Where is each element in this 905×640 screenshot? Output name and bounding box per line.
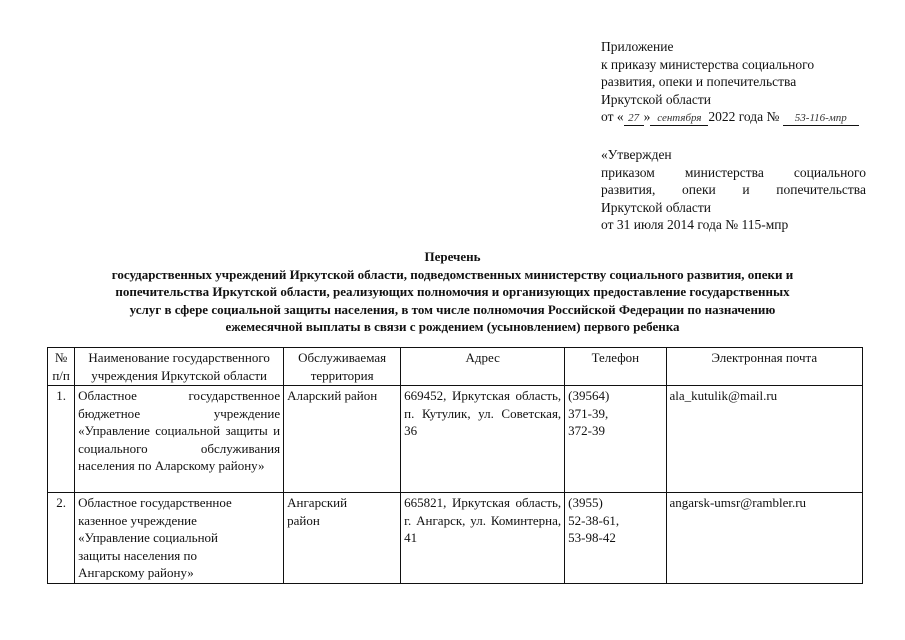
- date-prefix: от «: [601, 109, 624, 124]
- date-suffix: 2022 года №: [708, 109, 780, 124]
- table-row: [48, 493, 863, 584]
- header-address: Адрес: [401, 348, 565, 386]
- cell-phone: [565, 386, 666, 493]
- cell-territory: [284, 493, 401, 584]
- name-line: защиты населения по: [78, 547, 197, 563]
- cell-number: 2.: [48, 493, 75, 584]
- institutions-table: [47, 347, 863, 584]
- territory-line: Ангарский: [287, 495, 348, 510]
- title-line: государственных учреждений Иркутской области, подведомственных министерству социального развития, опеки и: [111, 266, 794, 282]
- handwritten-day: 27: [624, 112, 644, 126]
- handwritten-order-number: 53-116-мпр: [783, 112, 859, 126]
- approved-title: «Утвержден: [601, 147, 672, 162]
- cell-territory: Аларский район: [284, 386, 401, 493]
- table-row: [48, 386, 863, 493]
- phone-code: (39564): [568, 388, 610, 403]
- table-header-row: [48, 348, 863, 386]
- phone-number: 371-39,: [568, 405, 609, 421]
- header-territory: Обслуживаемая территория: [284, 348, 401, 386]
- cell-number: 1.: [48, 386, 75, 493]
- appendix-title: Приложение: [601, 39, 674, 54]
- cell-address: 665821, Иркутская область, г. Ангарск, ул. Коминтерна, 41: [401, 493, 565, 584]
- name-line: Ангарскому району»: [78, 565, 194, 580]
- cell-address: 669452, Иркутская область, п. Кутулик, ул. Советская, 36: [401, 386, 565, 493]
- handwritten-month: сентября: [650, 112, 708, 126]
- approved-line: приказом министерства социального: [601, 164, 866, 180]
- appendix-block: [601, 38, 869, 126]
- header-number: № п/п: [48, 348, 75, 386]
- document-title: [40, 248, 865, 336]
- date-mid: »: [643, 109, 651, 124]
- title-line: ежемесячной выплаты в связи с рождением (усыновлением) первого ребенка: [225, 319, 680, 334]
- appendix-line: развития, опеки и попечительства: [601, 74, 797, 89]
- cell-phone: [565, 493, 666, 584]
- appendix-line: к приказу министерства социального: [601, 56, 815, 72]
- title-heading: Перечень: [424, 249, 481, 264]
- approved-date-line: от 31 июля 2014 года № 115-мпр: [601, 217, 789, 232]
- cell-name: Областное государственное бюджетное учреждение «Управление социальной защиты и социального обслуживания населения по Аларскому району»: [75, 386, 284, 493]
- name-line: казенное учреждение: [78, 512, 197, 528]
- phone-number: 52-38-61,: [568, 512, 620, 528]
- phone-code: (3955): [568, 495, 603, 510]
- approved-line: развития, опеки и попечительства: [601, 182, 866, 197]
- title-line: попечительства Иркутской области, реализующих полномочия и организующих предоставление государственных: [115, 284, 790, 299]
- appendix-date-line: [601, 108, 869, 126]
- title-line: услуг в сфере социальной защиты населения, в том числе полномочия Российской Федерации по назначению: [129, 301, 776, 317]
- territory-line: район: [287, 512, 320, 528]
- header-email: Электронная почта: [666, 348, 862, 386]
- approved-line: Иркутской области: [601, 199, 712, 215]
- cell-name: [75, 493, 284, 584]
- header-phone: Телефон: [565, 348, 666, 386]
- approved-block: [601, 146, 866, 234]
- appendix-line: Иркутской области: [601, 91, 712, 107]
- phone-number: 372-39: [568, 423, 606, 438]
- name-line: Областное государственное: [78, 495, 232, 510]
- name-line: «Управление социальной: [78, 530, 219, 545]
- cell-email: angarsk-umsr@rambler.ru: [666, 493, 862, 584]
- cell-email: ala_kutulik@mail.ru: [666, 386, 862, 493]
- header-name: Наименование государственного учреждения Иркутской области: [75, 348, 284, 386]
- phone-number: 53-98-42: [568, 530, 616, 545]
